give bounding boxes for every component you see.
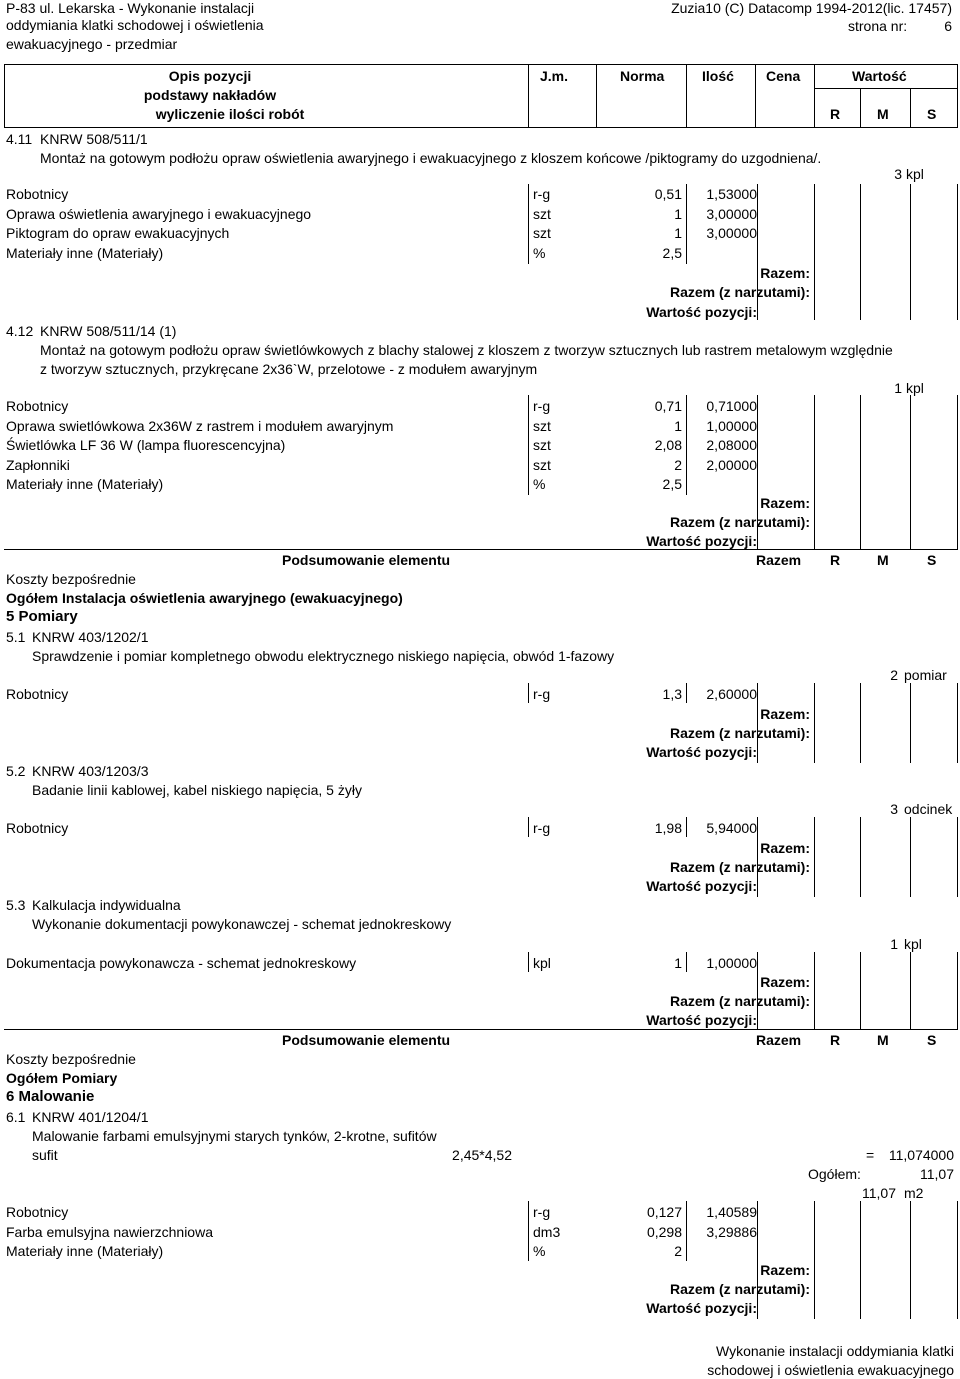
resource-quantity: 3,00000 [706,225,757,241]
position-unit: kpl [906,380,924,396]
col-header-ilosc: Ilość [702,68,734,84]
razem-label: Razem: [760,265,810,281]
resource-norm: 0,51 [654,186,682,202]
col-header-opis: Opis pozycji [168,68,252,84]
position-description: Wykonanie dokumentacji powykonawczej - schemat jednokreskowy [32,916,452,932]
resource-quantity: 1,00000 [706,955,757,971]
resource-unit: % [533,245,546,261]
col-header-norma: Norma [620,68,665,84]
razem-label: Razem: [760,974,810,990]
position-number: 4.12 [6,323,34,339]
position-number: 5.3 [6,897,26,913]
position-number: 6.1 [6,1109,26,1125]
resource-name: Oprawa swietlówkowa 2x36W z rastrem i modułem awaryjnym [6,418,394,434]
page-number-label: strona nr: [848,18,908,34]
resource-norm: 1 [674,955,682,971]
calc-total-value: 11,07 [920,1166,954,1182]
resource-name: Świetlówka LF 36 W (lampa fluorescencyjna) [6,437,286,453]
razem-narzuty-label: Razem (z narzutami): [669,993,810,1009]
resource-norm: 0,127 [646,1204,682,1220]
resource-quantity: 2,08000 [706,437,757,453]
page-number: 6 [944,18,952,34]
resource-quantity: 2,60000 [706,686,757,702]
razem-label: Razem: [760,706,810,722]
position-code: KNRW 403/1202/1 [32,629,149,645]
summary-m: M [877,552,889,568]
resource-quantity: 3,29886 [706,1224,757,1240]
razem-label: Razem: [760,1262,810,1278]
summary-s: S [927,1032,937,1048]
resource-quantity: 1,53000 [706,186,757,202]
resource-name: Robotnicy [6,686,69,702]
resource-norm: 1,3 [662,686,682,702]
element-title: 5 Pomiary [6,608,78,625]
calc-formula: 2,45*4,52 [452,1147,512,1163]
direct-costs-label: Koszty bezpośrednie [6,1051,136,1067]
razem-narzuty-label: Razem (z narzutami): [669,725,810,741]
resource-norm: 2,5 [662,476,682,492]
resource-unit: r-g [533,186,551,202]
resource-quantity: 0,71000 [706,398,757,414]
col-header-m: M [877,106,889,122]
wartosc-pozycji-label: Wartość pozycji: [646,878,757,894]
col-header-cena: Cena [766,68,801,84]
resource-norm: 2 [674,1243,682,1259]
razem-narzuty-label: Razem (z narzutami): [669,1281,810,1297]
resource-name: Materiały inne (Materiały) [6,245,164,261]
resource-norm: 0,71 [654,398,682,414]
resource-quantity: 2,00000 [706,457,757,473]
resource-name: Robotnicy [6,1204,69,1220]
wartosc-pozycji-label: Wartość pozycji: [646,304,757,320]
resource-norm: 2 [674,457,682,473]
position-description: Malowanie farbami emulsyjnymi starych tynków, 2-krotne, sufitów [32,1128,437,1144]
position-number: 4.11 [6,131,33,147]
resource-name: Piktogram do opraw ewakuacyjnych [6,225,230,241]
wartosc-pozycji-label: Wartość pozycji: [646,744,757,760]
resource-unit: szt [533,206,551,222]
resource-unit: szt [533,418,551,434]
resource-norm: 0,298 [646,1224,682,1240]
resource-name: Oprawa oświetlenia awaryjnego i ewakuacyjnego [6,206,312,222]
position-unit: m2 [904,1185,924,1201]
position-description: Montaż na gotowym podłożu opraw oświetlenia awaryjnego i ewakuacyjnego z kloszem końcowe /piktogramy do uzgodniena/. [40,150,822,166]
position-quantity: 11,07 [862,1185,896,1201]
resource-norm: 1,98 [654,820,682,836]
element-summary-title: Podsumowanie elementu [282,552,451,568]
position-quantity: 1 [894,380,902,396]
position-code: Kalkulacja indywidualna [32,897,181,913]
position-description: Badanie linii kablowej, kabel niskiego napięcia, 5 żyły [32,782,362,798]
position-unit: kpl [906,166,924,182]
resource-name: Dokumentacja powykonawcza - schemat jednokreskowy [6,955,357,971]
position-quantity: 3 [894,166,902,182]
resource-norm: 1 [674,206,682,222]
resource-quantity: 3,00000 [706,206,757,222]
resource-quantity: 5,94000 [706,820,757,836]
resource-name: Robotnicy [6,186,69,202]
resource-unit: r-g [533,820,551,836]
wartosc-pozycji-label: Wartość pozycji: [646,1300,757,1316]
element-total-label: Ogółem Pomiary [6,1070,118,1086]
razem-narzuty-label: Razem (z narzutami): [669,514,810,530]
resource-quantity: 1,40589 [706,1204,757,1220]
calc-equals: = [866,1147,875,1163]
col-header-wartosc: Wartość [852,68,907,84]
resource-norm: 1 [674,418,682,434]
calc-total-label: Ogółem: [808,1166,861,1182]
header-line-3: ewakuacyjnego - przedmiar [6,36,178,52]
position-description: Sprawdzenie i pomiar kompletnego obwodu elektrycznego niskiego napięcia, obwód 1-fazowy [32,648,615,664]
resource-name: Robotnicy [6,820,69,836]
summary-r: R [830,1032,841,1048]
resource-unit: kpl [533,955,551,971]
resource-unit: szt [533,437,551,453]
resource-norm: 1 [674,225,682,241]
resource-unit: szt [533,457,551,473]
footer-line-1: Wykonanie instalacji oddymiania klatki [716,1343,954,1359]
resource-name: Robotnicy [6,398,69,414]
calc-result: 11,074000 [888,1147,954,1163]
razem-narzuty-label: Razem (z narzutami): [669,859,810,875]
direct-costs-label: Koszty bezpośrednie [6,571,136,587]
summary-razem: Razem [756,552,802,568]
resource-unit: r-g [533,1204,551,1220]
position-quantity: 2 [890,667,898,683]
resource-unit: r-g [533,686,551,702]
razem-narzuty-label: Razem (z narzutami): [669,284,810,300]
resource-norm: 2,5 [662,245,682,261]
position-quantity: 1 [890,936,898,952]
resource-norm: 2,08 [654,437,682,453]
position-unit: kpl [904,936,922,952]
resource-unit: dm3 [533,1224,561,1240]
wartosc-pozycji-label: Wartość pozycji: [646,533,757,549]
position-description-cont: z tworzyw sztucznych, przykręcane 2x36`W, przelotowe - z modułem awaryjnym [40,361,538,377]
col-header-wyliczenie: wyliczenie ilości robót [155,106,305,122]
resource-quantity: 1,00000 [706,418,757,434]
col-header-s: S [927,106,937,122]
col-header-jm: J.m. [540,68,569,84]
resource-unit: % [533,1243,546,1259]
element-summary-title: Podsumowanie elementu [282,1032,451,1048]
header-line-1: P-83 ul. Lekarska - Wykonanie instalacji [6,0,255,16]
header-line-2: oddymiania klatki schodowej i oświetlenia [6,17,264,33]
footer-line-2: schodowej i oświetlenia ewakuacyjnego [707,1362,954,1378]
position-code: KNRW 508/511/14 (1) [40,323,177,339]
element-title: 6 Malowanie [6,1088,95,1105]
resource-name: Farba emulsyjna nawierzchniowa [6,1224,213,1240]
wartosc-pozycji-label: Wartość pozycji: [646,1012,757,1028]
col-header-r: R [830,106,841,122]
col-header-podstawy: podstawy nakładów [143,87,277,103]
resource-unit: % [533,476,546,492]
position-code: KNRW 403/1203/3 [32,763,149,779]
summary-razem: Razem [756,1032,802,1048]
position-code: KNRW 508/511/1 [40,131,148,147]
header-program: Zuzia10 (C) Datacomp 1994-2012(lic. 17457) [671,0,952,16]
calc-label: sufit [32,1147,58,1163]
position-number: 5.2 [6,763,26,779]
summary-s: S [927,552,937,568]
position-number: 5.1 [6,629,26,645]
razem-label: Razem: [760,495,810,511]
summary-r: R [830,552,841,568]
resource-unit: r-g [533,398,551,414]
element-total-label: Ogółem Instalacja oświetlenia awaryjnego (ewakuacyjnego) [6,590,403,606]
summary-m: M [877,1032,889,1048]
resource-name: Materiały inne (Materiały) [6,1243,164,1259]
resource-name: Materiały inne (Materiały) [6,476,164,492]
position-description: Montaż na gotowym podłożu opraw świetlówkowych z blachy stalowej z kloszem z tworzyw sztucznych lub rastrem metalowym względnie [40,342,893,358]
resource-name: Zapłonniki [6,457,70,473]
position-code: KNRW 401/1204/1 [32,1109,149,1125]
position-unit: pomiar [904,667,947,683]
resource-unit: szt [533,225,551,241]
position-quantity: 3 [890,801,898,817]
position-unit: odcinek [904,801,953,817]
razem-label: Razem: [760,840,810,856]
